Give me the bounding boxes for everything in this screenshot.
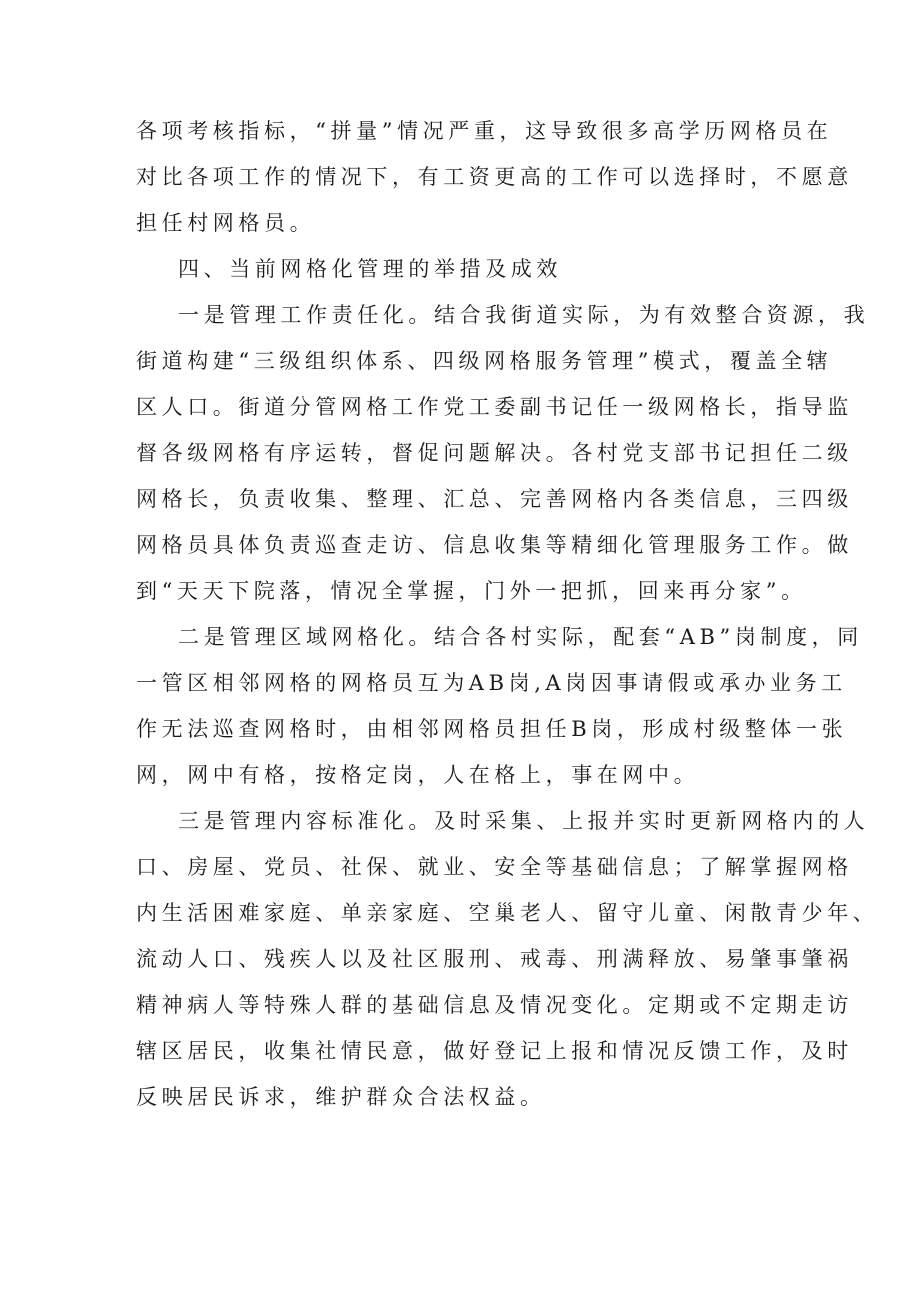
text-line: 作无法巡查网格时，由相邻网格员担任B岗，形成村级整体一张 <box>136 717 848 741</box>
text-line: 二是管理区域网格化。结合各村实际，配套“AB”岗制度，同 <box>178 625 863 649</box>
text-line: 区人口。街道分管网格工作党工委副书记任一级网格长，指导监 <box>136 395 853 419</box>
text-line: 到“天天下院落，情况全掌握，门外一把抓，回来再分家”。 <box>136 579 807 603</box>
text-line: 担任村网格员。 <box>136 211 316 235</box>
text-line: 一是管理工作责任化。结合我街道实际，为有效整合资源，我 <box>178 303 870 327</box>
text-line: 口、房屋、党员、社保、就业、安全等基础信息；了解掌握网格 <box>136 855 853 879</box>
text-line: 各项考核指标，“拼量”情况严重，这导致很多高学历网格员在 <box>136 119 833 143</box>
heading-line: 四、当前网格化管理的举措及成效 <box>178 257 562 281</box>
text-line: 反映居民诉求，维护群众合法权益。 <box>136 1085 546 1109</box>
section-heading <box>136 246 796 292</box>
text-line: 精神病人等特殊人群的基础信息及情况变化。定期或不定期走访 <box>136 993 853 1017</box>
paragraph-intro-tail <box>136 108 853 246</box>
text-line: 对比各项工作的情况下，有工资更高的工作可以选择时，不愿意 <box>136 165 853 189</box>
text-line: 网格员具体负责巡查走访、信息收集等精细化管理服务工作。做 <box>136 533 853 557</box>
text-line: 三是管理内容标准化。及时采集、上报并实时更新网格内的人 <box>178 809 870 833</box>
text-line: 流动人口、残疾人以及社区服刑、戒毒、刑满释放、易肇事肇祸 <box>136 947 853 971</box>
text-line: 督各级网格有序运转，督促问题解决。各村党支部书记担任二级 <box>136 441 853 465</box>
text-line: 街道构建“三级组织体系、四级网格服务管理”模式，覆盖全辖 <box>136 349 833 373</box>
document-page <box>136 108 879 1120</box>
text-line: 内生活困难家庭、单亲家庭、空巢老人、留守儿童、闲散青少年、 <box>136 901 879 925</box>
text-line: 网格长，负责收集、整理、汇总、完善网格内各类信息，三四级 <box>136 487 853 511</box>
paragraph-measure-1 <box>136 292 870 614</box>
text-line: 辖区居民，收集社情民意，做好登记上报和情况反馈工作，及时 <box>136 1039 853 1063</box>
paragraph-measure-2 <box>136 614 863 798</box>
paragraph-measure-3 <box>136 798 879 1120</box>
text-line: 网，网中有格，按格定岗，人在格上，事在网中。 <box>136 763 700 787</box>
text-line: 一管区相邻网格的网格员互为AB岗,A岗因事请假或承办业务工 <box>136 671 847 695</box>
